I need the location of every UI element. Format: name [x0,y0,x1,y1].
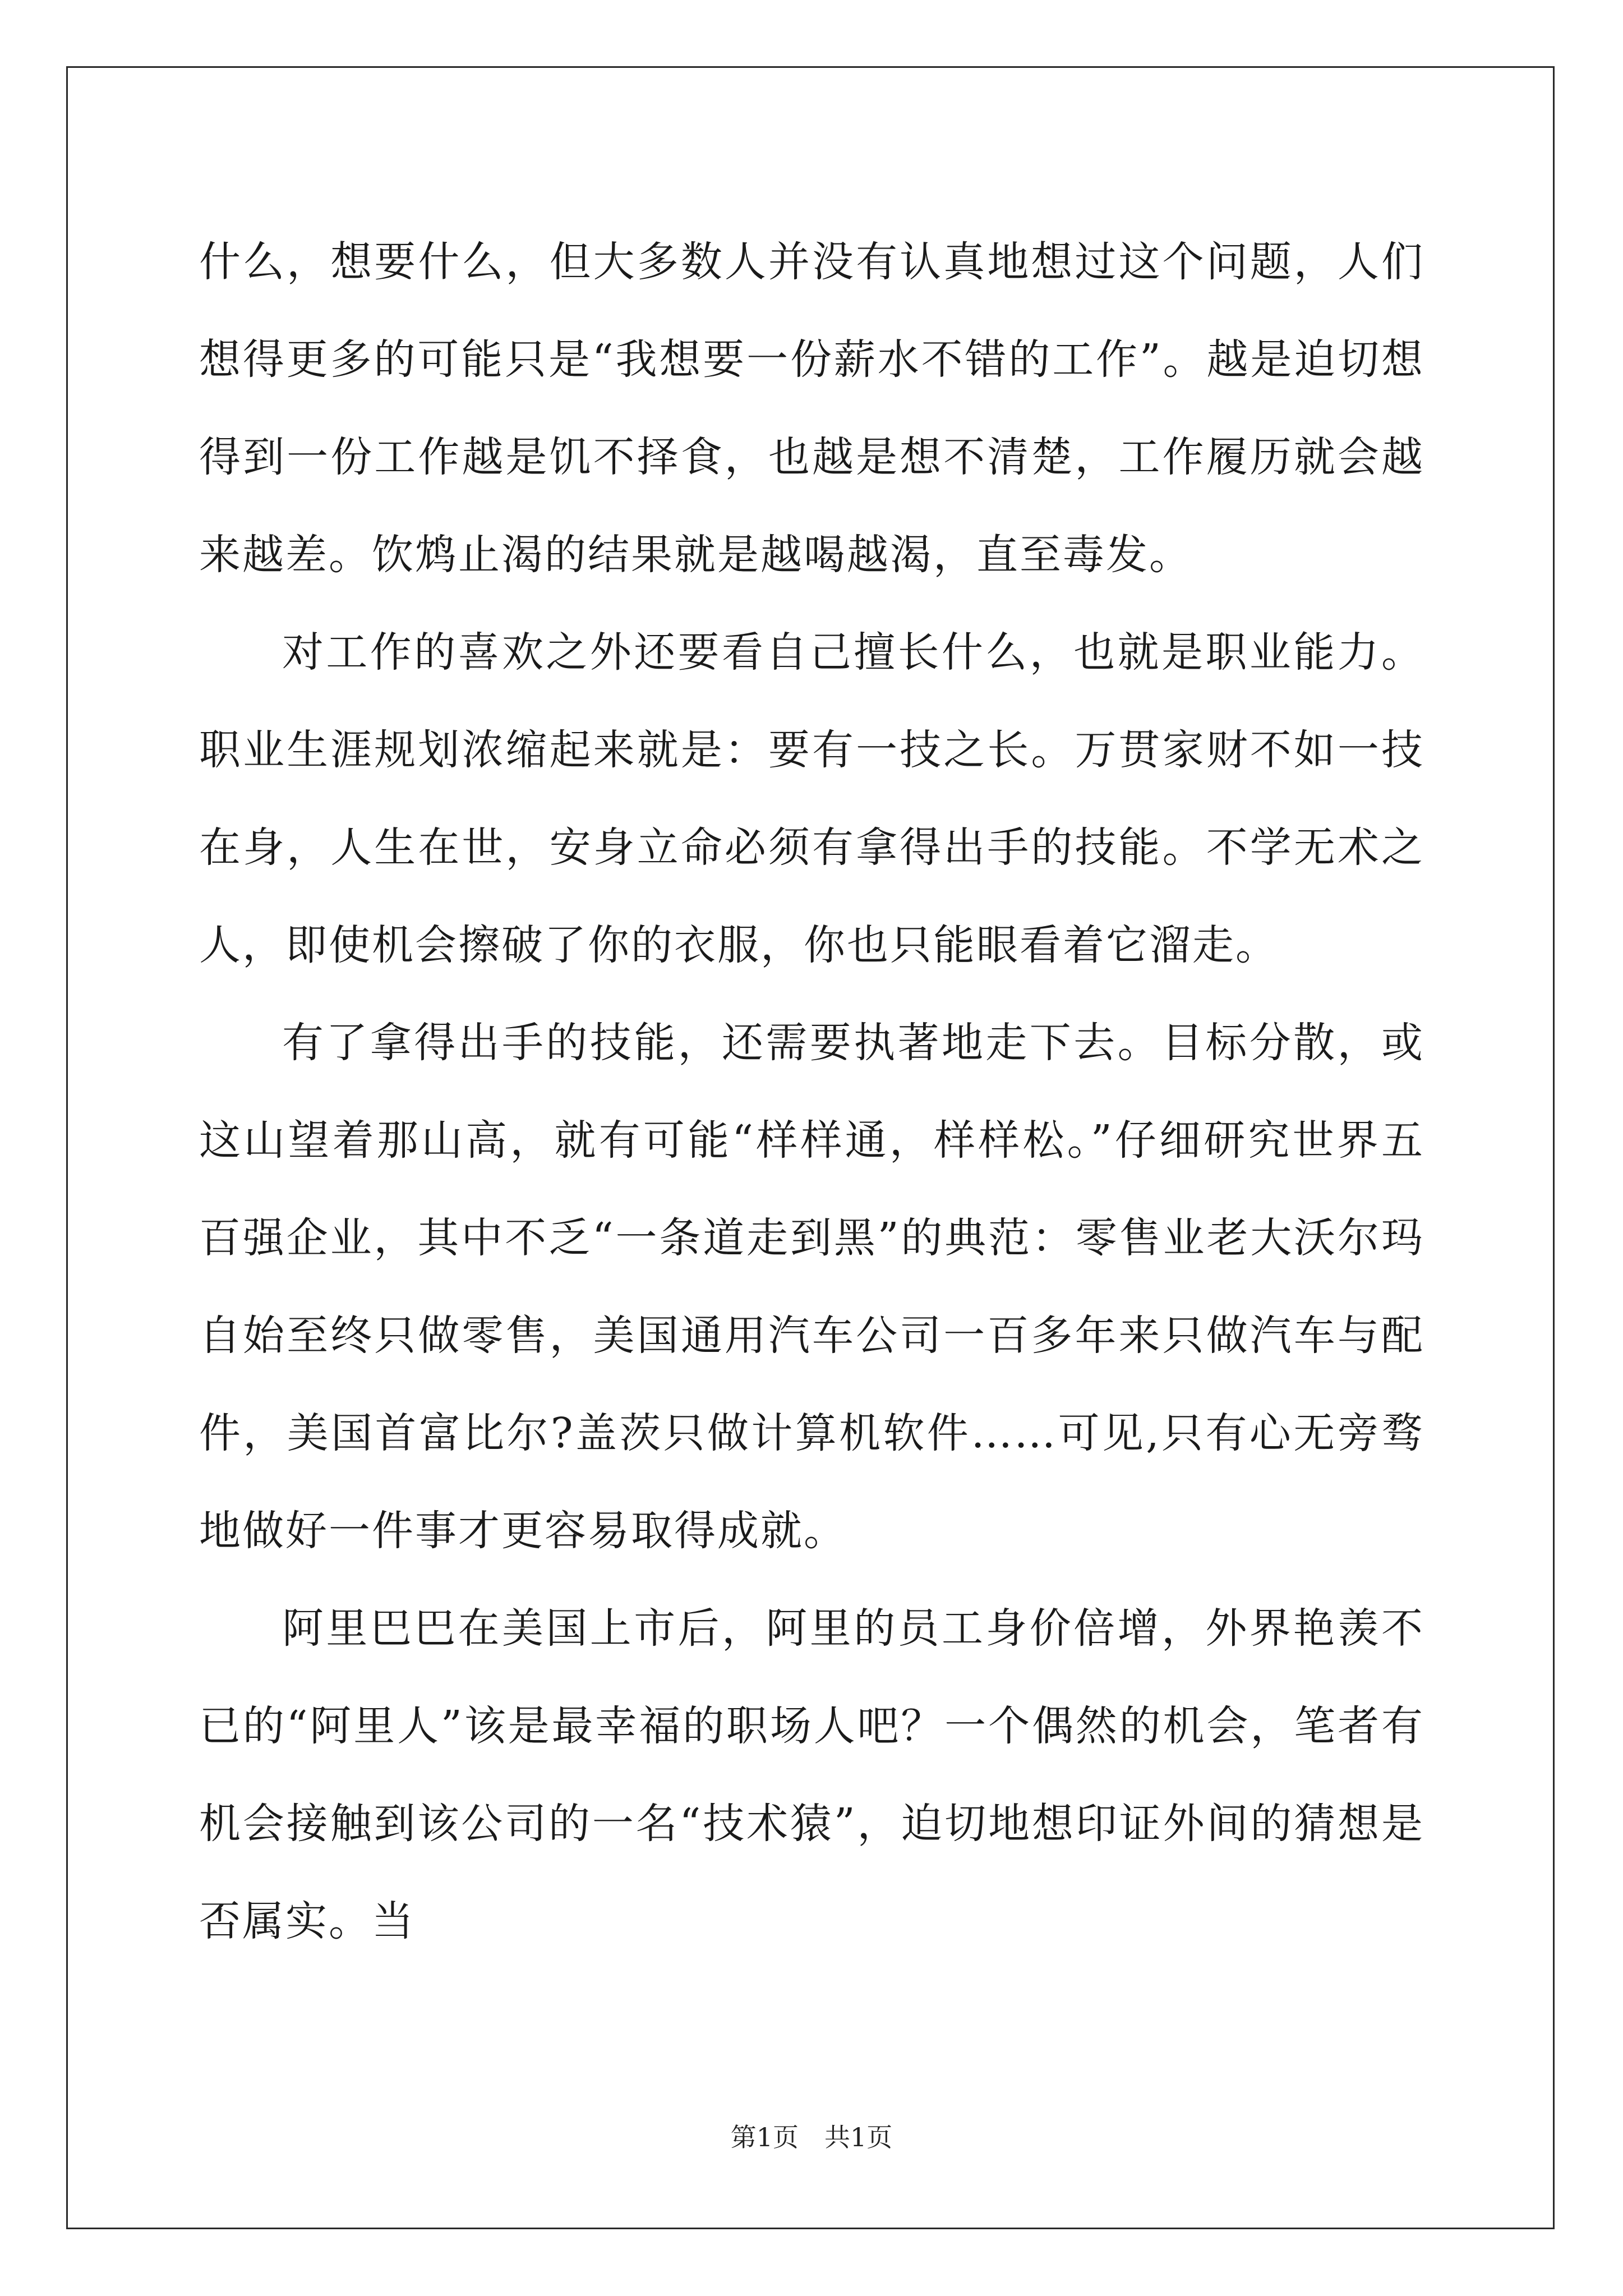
page-total: 共1页 [824,2122,893,2152]
page-number: 第1页 [730,2122,799,2152]
document-body [199,213,1424,1970]
paragraph-4: 阿里巴巴在美国上市后，阿里的员工身价倍增，外界艳羡不已的“阿里人”该是最幸福的职场人吧？一个偶然的机会，笔者有机会接触到该公司的一名“技术猿”，迫切地想印证外间的猜想是否属实。当 [199,1604,1424,1945]
paragraph-3: 有了拿得出手的技能，还需要执著地走下去。目标分散，或这山望着那山高，就有可能“样样通，样样松。”仔细研究世界五百强企业，其中不乏“一条道走到黑”的典范：零售业老大沃尔玛自始至终只做零售，美国通用汽车公司一百多年来只做汽车与配件，美国首富比尔?盖茨只做计算机软件……可见,只有心无旁骛地做好一件事才更容易取得成就。 [199,1019,1424,1555]
paragraph-2: 对工作的喜欢之外还要看自己擅长什么，也就是职业能力。职业生涯规划浓缩起来就是：要有一技之长。万贯家财不如一技在身，人生在世，安身立命必须有拿得出手的技能。不学无术之人，即使机会擦破了你的衣服，你也只能眼看着它溜走。 [199,628,1424,969]
page-footer [0,2120,1623,2154]
paragraph-1: 什么，想要什么，但大多数人并没有认真地想过这个问题，人们想得更多的可能只是“我想要一份薪水不错的工作”。越是迫切想得到一份工作越是饥不择食，也越是想不清楚，工作履历就会越来越差。饮鸩止渴的结果就是越喝越渴，直至毒发。 [199,238,1424,579]
